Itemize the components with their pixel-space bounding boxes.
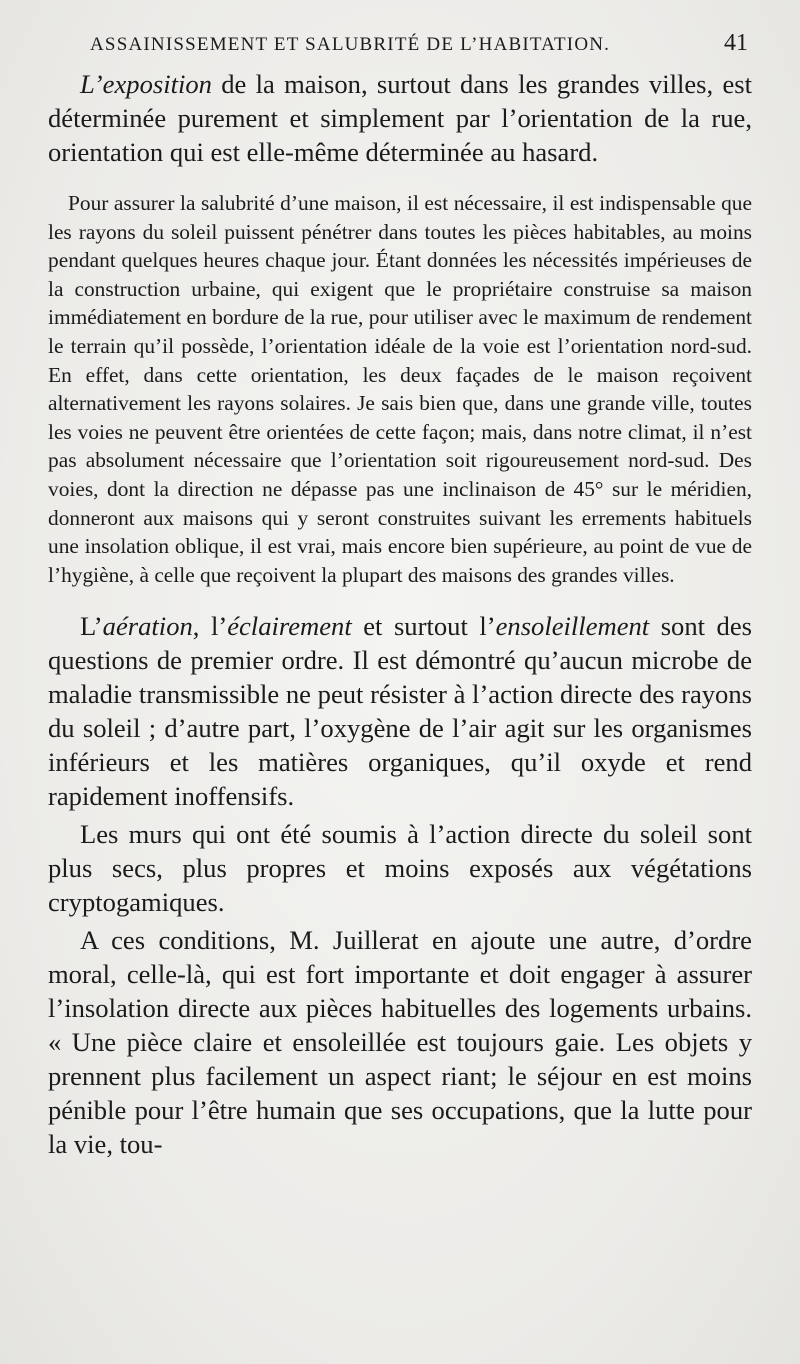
paragraph-exposition [48, 67, 752, 169]
running-title: ASSAINISSEMENT ET SALUBRITÉ DE L’HABITATION. [90, 34, 611, 55]
connector: et surtout [351, 611, 480, 642]
paragraph-aeration [48, 609, 752, 813]
paragraph-juillerat: A ces conditions, M. Juillerat en ajoute une autre, d’ordre moral, celle-là, qui est fort importante et doit engager à assurer l’insolation directe aux pièces habituelles des logements urbains. « Une pièce claire et ensoleillée est toujours gaie. Les objets y prennent plus facilement un aspect riant; le séjour en est moins pénible pour l’être humain que ses occupations, que la lutte pour la vie, tou- [48, 925, 752, 1160]
paragraph-text: de la maison, surtout dans les grandes villes, est déterminée purement et simplement par l’orientation de la rue, orientation qui est elle-même déterminée au hasard. [48, 69, 752, 167]
italic-term-exposition: L’exposition [80, 69, 212, 99]
article: L’ [80, 611, 103, 642]
article: l’ [479, 611, 496, 642]
italic-term-aeration: aération [102, 611, 193, 642]
paragraph-text: sont des questions de premier ordre. Il est démontré qu’aucun microbe de maladie transmissible ne peut résister à l’action directe des rayons du soleil ; d’autre part, l’oxygène de l’air agit sur les organismes inférieurs et les matières organiques, qu’il oxyde et rend rapidement inoffensifs. [48, 611, 752, 812]
page-number: 41 [724, 30, 748, 56]
quoted-passage-salubrite: Pour assurer la salubrité d’une maison, il est nécessaire, il est indispensable que les rayons du soleil puissent pénétrer dans toutes les pièces habitables, au moins pendant quelques heures chaque jour. Étant données les nécessités impérieuses de la construction urbaine, qui exigent que le propriétaire construise sa maison immédiatement en bordure de la rue, pour utiliser avec le maximum de rendement le terrain qu’il possède, l’orientation idéale de la voie est l’orientation nord-sud. En effet, dans cette orientation, les deux façades de le maison reçoivent alternativement les rayons solaires. Je sais bien que, dans une grande ville, toutes les voies ne peuvent être orientées de cette façon; mais, dans notre climat, il n’est pas absolument nécessaire que l’orientation soit rigoureusement nord-sud. Des voies, dont la direction ne dépasse pas une inclinaison de 45° sur le méridien, donneront aux maisons qui y seront construites suivant les errements habituels une insolation oblique, il est vrai, mais encore bien supérieure, au point de vue de l’hygiène, à celle que reçoivent la plupart des maisons des grandes villes. [48, 191, 752, 587]
running-head [48, 30, 752, 57]
paragraph-murs: Les murs qui ont été soumis à l’action directe du soleil sont plus secs, plus propres et moins exposés aux végétations cryptogamiques. [48, 819, 752, 918]
italic-term-eclairement: éclairement [227, 611, 352, 642]
italic-term-ensoleillement: ensoleillement [495, 611, 650, 642]
article: l’ [210, 611, 228, 642]
separator: , [192, 611, 211, 642]
